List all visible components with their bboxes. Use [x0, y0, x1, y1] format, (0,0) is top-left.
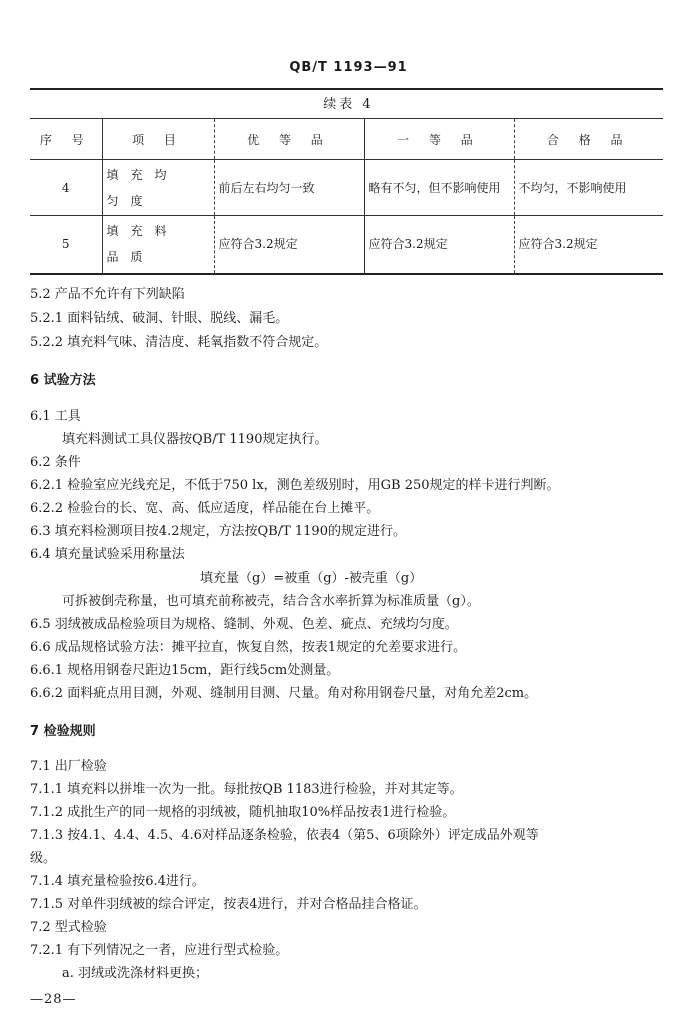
clause-6-2: 6.2 条件: [30, 455, 81, 470]
header-superior: 优 等 品: [214, 119, 364, 160]
row-item-line: 品质: [106, 250, 155, 265]
clause-5-2: 5.2 产品不允许有下列缺陷: [30, 287, 185, 302]
row-qualified: 不均匀，不影响使用: [514, 160, 663, 216]
section-6-heading: 6 试验方法: [30, 373, 96, 388]
header-serial: 序 号: [30, 119, 102, 160]
row-qualified: 应符合3.2规定: [514, 216, 663, 274]
formula: 填充量（g）=被重（g）-被壳重（g）: [200, 571, 423, 586]
clause-6-4: 6.4 填充量试验采用称量法: [30, 547, 185, 562]
clause-7-1-3: 7.1.3 按4.1、4.4、4.5、4.6对样品逐条检验，依表4（第5、6项除外）评定成品外观等: [30, 828, 539, 843]
clause-6-3: 6.3 填充料检测项目按4.2规定，方法按QB/T 1190的规定进行。: [30, 524, 406, 539]
page-number: —28—: [30, 992, 77, 1007]
row-superior: 应符合3.2规定: [214, 216, 364, 274]
row-superior: 前后左右均匀一致: [214, 160, 364, 216]
clause-7-1-1: 7.1.1 填充料以拼堆一次为一批。每批按QB 1183进行检验，并对其定等。: [30, 782, 463, 797]
clause-7-1-3-cont: 级。: [30, 851, 57, 866]
row-first: 略有不匀，但不影响使用: [364, 160, 514, 216]
clause-6-6-1: 6.6.1 规格用钢卷尺距边15cm，距行线5cm处测量。: [30, 663, 340, 678]
table-header-row: [30, 119, 663, 160]
clause-6-5: 6.5 羽绒被成品检验项目为规格、缝制、外观、色差、疵点、充绒均匀度。: [30, 617, 458, 632]
clause-6-2-2: 6.2.2 检验台的长、宽、高、低应适度，样品能在台上摊平。: [30, 501, 380, 516]
row-item-line: 匀度: [106, 193, 155, 208]
row-number: 5: [30, 216, 102, 274]
row-item: [102, 160, 214, 216]
clause-7-1-5: 7.1.5 对单件羽绒被的综合评定，按表4进行，并对合格品挂合格证。: [30, 897, 427, 912]
row-number: 4: [30, 160, 102, 216]
clause-7-1-2: 7.1.2 成批生产的同一规格的羽绒被，随机抽取10%样品按表1进行检验。: [30, 805, 456, 820]
table-4: [30, 118, 663, 275]
table-row: [30, 160, 663, 216]
clause-6-2-1: 6.2.1 检验室应光线充足，不低于750 lx，测色差级别时，用GB 250规定的样卡进行判断。: [30, 478, 560, 493]
table-caption: 续表 4: [323, 97, 374, 112]
row-item-line: 填充料: [106, 224, 179, 239]
clause-6-6: 6.6 成品规格试验方法：摊平拉直，恢复自然，按表1规定的允差要求进行。: [30, 640, 467, 655]
clause-7-2: 7.2 型式检验: [30, 920, 107, 935]
row-item-line: 填充均: [106, 167, 179, 182]
clause-7-2-1: 7.2.1 有下列情况之一者，应进行型式检验。: [30, 943, 289, 958]
clause-7-1-4: 7.1.4 填充量检验按6.4进行。: [30, 874, 205, 889]
clause-5-2-1: 5.2.1 面料钻绒、破洞、针眼、脱线、漏毛。: [30, 311, 289, 326]
section-7-heading: 7 检验规则: [30, 724, 96, 739]
header-first: 一 等 品: [364, 119, 514, 160]
row-item: [102, 216, 214, 274]
clause-5-2-2: 5.2.2 填充料气味、清洁度、耗氧指数不符合规定。: [30, 335, 328, 350]
table-row: [30, 216, 663, 274]
header-qualified: 合 格 品: [514, 119, 663, 160]
clause-6-1-text: 填充料测试工具仪器按QB/T 1190规定执行。: [62, 432, 328, 447]
document-header: QB/T 1193—91: [289, 60, 408, 75]
clause-7-2-1-a: a. 羽绒或洗涤材料更换；: [62, 966, 209, 981]
clause-6-6-2: 6.6.2 面料疵点用目测，外观、缝制用目测、尺量。角对称用钢卷尺量，对角允差2cm。: [30, 686, 538, 701]
clause-6-4-text: 可拆被倒壳称量，也可填充前称被壳，结合含水率折算为标准质量（g）。: [62, 594, 480, 609]
header-rule: [30, 88, 663, 90]
header-item: 项 目: [102, 119, 214, 160]
row-first: 应符合3.2规定: [364, 216, 514, 274]
clause-7-1: 7.1 出厂检验: [30, 759, 107, 774]
clause-6-1: 6.1 工具: [30, 409, 81, 424]
